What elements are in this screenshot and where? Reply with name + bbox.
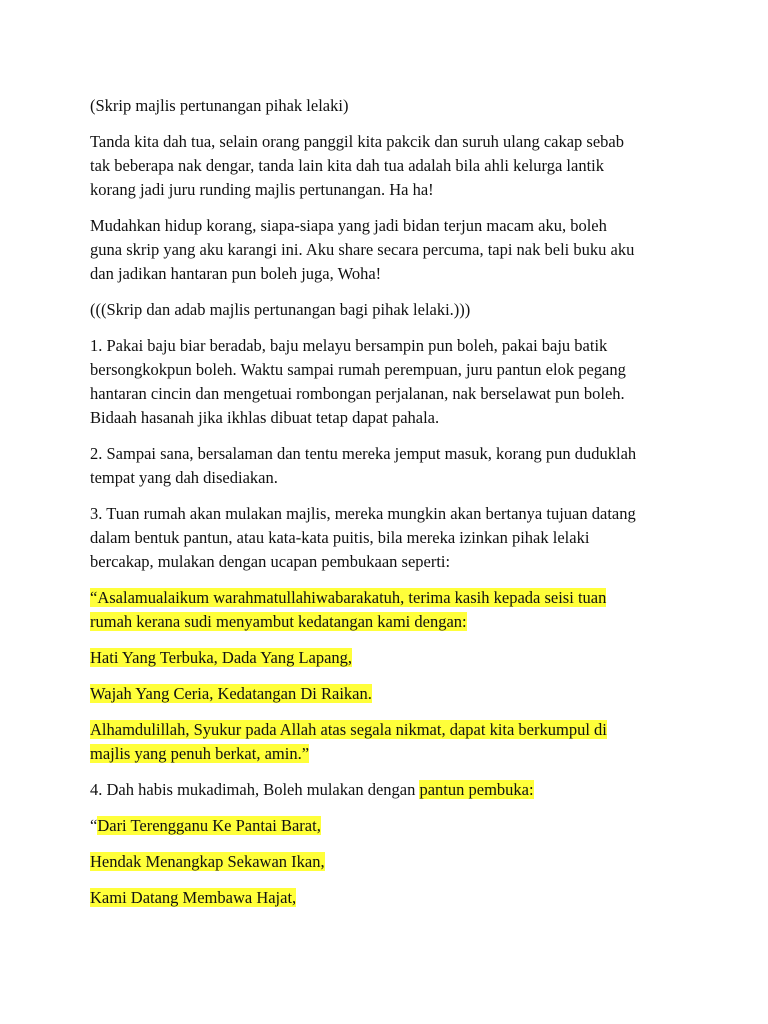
- speech-line-wajah: [90, 682, 690, 706]
- intro-2-line-1: Mudahkan hidup korang, siapa-siapa yang jadi bidan terjun macam aku, boleh: [90, 216, 607, 235]
- speech-line-hati: [90, 646, 690, 670]
- step-1-line-2: bersongkokpun boleh. Waktu sampai rumah perempuan, juru pantun elok pegang: [90, 360, 626, 379]
- intro-1-line-1: Tanda kita dah tua, selain orang panggil kita pakcik dan suruh ulang cakap sebab: [90, 132, 625, 151]
- speech-alhamdulillah-line-2: majlis yang penuh berkat, amin.”: [90, 744, 310, 763]
- speech-greeting-line-1: “Asalamualaikum warahmatullahiwabarakatuh, terima kasih kepada seisi tuan: [90, 588, 607, 607]
- step-2-line-1: 2. Sampai sana, bersalaman dan tentu mereka jemput masuk, korang pun duduklah: [90, 444, 637, 463]
- step-3-line-1: 3. Tuan rumah akan mulakan majlis, mereka mungkin akan bertanya tujuan datang: [90, 504, 636, 523]
- step-3: [90, 502, 690, 574]
- intro-paragraph-1: [90, 130, 690, 202]
- pantun-line-1: [90, 814, 690, 838]
- step-2-line-2: tempat yang dah disediakan.: [90, 468, 278, 487]
- speech-greeting: [90, 586, 690, 634]
- intro-1-line-2: tak beberapa nak dengar, tanda lain kita dah tua adalah bila ahli kelurga lantik: [90, 156, 604, 175]
- intro-1-line-3: korang jadi juru runding majlis pertunangan. Ha ha!: [90, 180, 434, 199]
- step-1-line-1: 1. Pakai baju biar beradab, baju melayu bersampin pun boleh, pakai baju batik: [90, 336, 608, 355]
- step-1: [90, 334, 690, 430]
- intro-2-line-3: dan jadikan hantaran pun boleh juga, Woha!: [90, 264, 382, 283]
- document-body: [90, 94, 690, 922]
- intro-paragraph-2: [90, 214, 690, 286]
- speech-hati-text: Hati Yang Terbuka, Dada Yang Lapang,: [90, 648, 353, 667]
- speech-greeting-line-2: rumah kerana sudi menyambut kedatangan kami dengan:: [90, 612, 467, 631]
- intro-2-line-2: guna skrip yang aku karangi ini. Aku share secara percuma, tapi nak beli buku aku: [90, 240, 635, 259]
- speech-alhamdulillah-line-1: Alhamdulillah, Syukur pada Allah atas segala nikmat, dapat kita berkumpul di: [90, 720, 607, 739]
- pantun-line-3: [90, 886, 690, 910]
- step-4-highlight: pantun pembuka:: [419, 780, 534, 799]
- speech-alhamdulillah: [90, 718, 690, 766]
- step-2: [90, 442, 690, 490]
- step-4: [90, 778, 690, 802]
- step-4-text: 4. Dah habis mukadimah, Boleh mulakan dengan: [90, 780, 420, 799]
- step-1-line-4: Bidaah hasanah jika ikhlas dibuat tetap dapat pahala.: [90, 408, 440, 427]
- pantun-line-2-text: Hendak Menangkap Sekawan Ikan,: [90, 852, 325, 871]
- step-3-line-2: dalam bentuk pantun, atau kata-kata puitis, bila mereka izinkan pihak lelaki: [90, 528, 590, 547]
- step-1-line-3: hantaran cincin dan mengetuai rombongan perjalanan, nak berselawat pun boleh.: [90, 384, 625, 403]
- pantun-line-2: [90, 850, 690, 874]
- document-title: (Skrip majlis pertunangan pihak lelaki): [90, 96, 349, 115]
- step-3-line-3: bercakap, mulakan dengan ucapan pembukaan seperti:: [90, 552, 451, 571]
- speech-wajah-text: Wajah Yang Ceria, Kedatangan Di Raikan.: [90, 684, 372, 703]
- pantun-open-quote: “: [90, 816, 98, 835]
- pantun-line-3-text: Kami Datang Membawa Hajat,: [90, 888, 297, 907]
- section-subtitle: (((Skrip dan adab majlis pertunangan bagi pihak lelaki.))): [90, 300, 471, 319]
- pantun-line-1-text: Dari Terengganu Ke Pantai Barat,: [97, 816, 321, 835]
